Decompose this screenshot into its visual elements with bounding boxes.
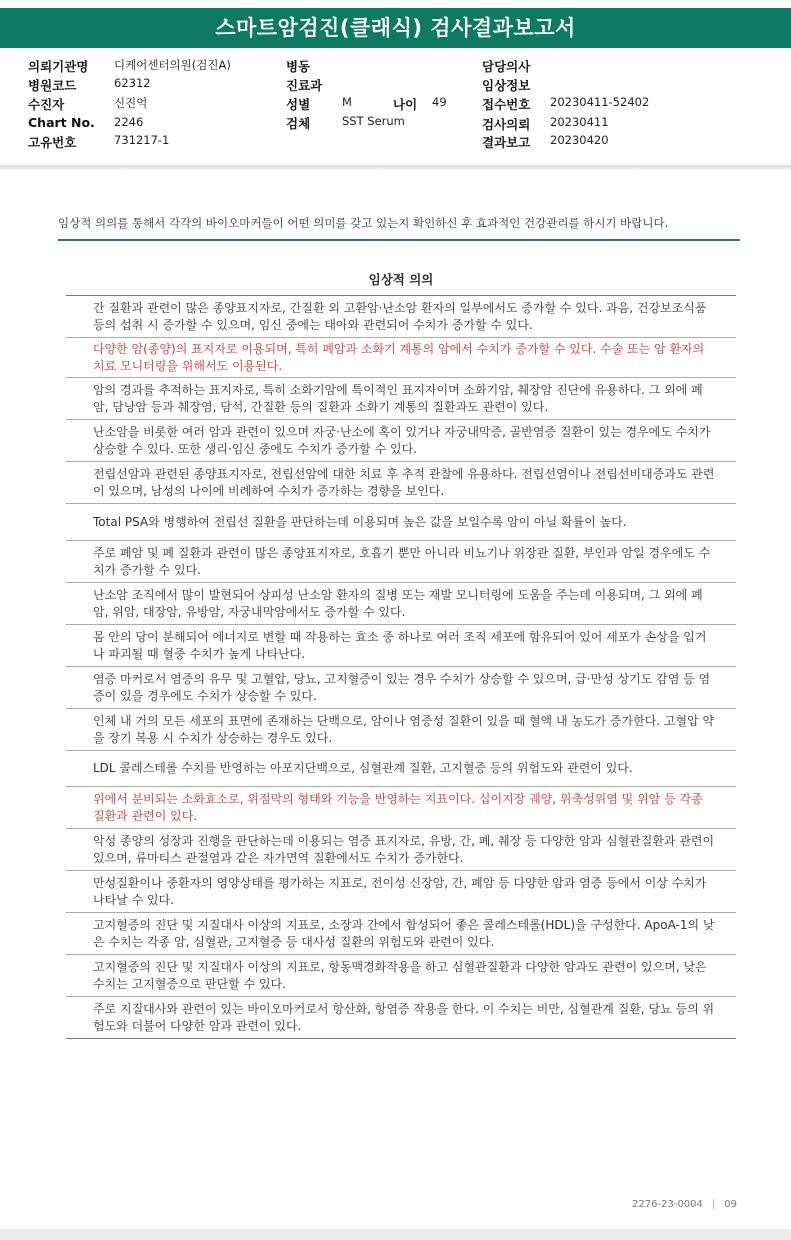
significance-row: 난소암 조직에서 많이 발현되어 상피성 난소암 환자의 질병 또는 재발 모니터링에 도움을 주는데 이용되며, 그 외에 폐암, 위암, 대장암, 유방암, 자궁내막암에서도 증가할 수 있다. bbox=[66, 583, 736, 625]
dept-label: 진료과 bbox=[286, 78, 323, 93]
institution-label: 의뢰기관명 bbox=[28, 59, 89, 74]
header-divider bbox=[0, 165, 791, 171]
intro-underline bbox=[58, 239, 740, 241]
page-footer bbox=[632, 1199, 737, 1210]
specimen-label: 검체 bbox=[286, 116, 311, 131]
institution-value: 디케어센터의원(검진A) bbox=[114, 58, 231, 72]
patient-info-block bbox=[0, 55, 791, 165]
significance-row: 만성질환이나 중환자의 영양상태를 평가하는 지표로, 전이성 신장암, 간, 폐암 등 다양한 암과 염증 등에서 이상 수치가 나타날 수 있다. bbox=[66, 871, 736, 913]
significance-row: 인체 내 거의 모든 세포의 표면에 존재하는 단백으로, 암이나 염증성 질환이 있을 때 혈액 내 농도가 증가한다. 고혈압 약을 장기 복용 시 수치가 상승하는 경우도 있다. bbox=[66, 709, 736, 751]
hospital-code-label: 병원코드 bbox=[28, 78, 77, 93]
report-date-label: 결과보고 bbox=[482, 135, 531, 150]
footer-separator: | bbox=[711, 1199, 716, 1210]
significance-row: 다양한 암(종양)의 표지자로 이용되며, 특히 폐암과 소화기 계통의 암에서 수치가 증가할 수 있다. 수술 또는 암 환자의 치료 모니터링을 위해서도 이용된다. bbox=[66, 338, 736, 378]
examinee-value: 신진억 bbox=[114, 96, 148, 110]
report-date-value: 20230420 bbox=[550, 133, 609, 147]
significance-row: 위에서 분비되는 소화효소로, 위점막의 형태와 기능을 반영하는 지표이다. 십이지장 궤양, 위축성위염 및 위암 등 각종 질환과 관련이 있다. bbox=[66, 787, 736, 829]
significance-row: 간 질환과 관련이 많은 종양표지자로, 간질환 외 고환암·난소암 환자의 일부에서도 증가할 수 있다. 과음, 건강보조식품 등의 섭취 시 증가할 수 있으며, 임신 중에는 태아와 관련되어 수치가 증가할 수 있다. bbox=[66, 296, 736, 338]
document-number: 2276-23-0004 bbox=[632, 1199, 703, 1210]
chart-no-value: 2246 bbox=[114, 115, 144, 129]
request-date-label: 검사의뢰 bbox=[482, 117, 531, 132]
unique-no-value: 731217-1 bbox=[114, 133, 170, 147]
significance-row: 몸 안의 당이 분해되어 에너지로 변할 때 작용하는 효소 중 하나로 여러 조직 세포에 함유되어 있어 세포가 손상을 입거나 파괴될 때 혈중 수치가 높게 나타난다. bbox=[66, 625, 736, 667]
significance-row: 고지혈증의 진단 및 지질대사 이상의 지표로, 소장과 간에서 합성되어 좋은 콜레스테롤(HDL)을 구성한다. ApoA-1의 낮은 수치는 각종 암, 심혈관, 고지혈증 등 대사성 질환의 위험도와 관련이 있다. bbox=[66, 913, 736, 955]
significance-row: 고지혈증의 진단 및 지질대사 이상의 지표로, 항동맥경화작용을 하고 심혈관질환과 다양한 암과도 관련이 있으며, 낮은 수치는 고지혈증으로 판단할 수 있다. bbox=[66, 955, 736, 997]
receipt-no-value: 20230411-52402 bbox=[550, 95, 650, 109]
bottom-band bbox=[0, 1229, 791, 1240]
significance-row: LDL 콜레스테롤 수치를 반영하는 아포지단백으로, 심혈관계 질환, 고지혈증 등의 위험도와 관련이 있다. bbox=[66, 751, 736, 787]
unique-no-label: 고유번호 bbox=[28, 135, 77, 150]
hospital-code-value: 62312 bbox=[114, 76, 151, 90]
significance-row: 주로 폐암 및 폐 질환과 관련이 많은 종양표지자로, 호흡기 뿐만 아니라 비뇨기나 위장관 질환, 부인과 암일 경우에도 수치가 증가할 수 있다. bbox=[66, 541, 736, 583]
examinee-label: 수진자 bbox=[28, 97, 65, 112]
doctor-label: 담당의사 bbox=[482, 59, 531, 74]
significance-row: 주로 지질대사와 관련이 있는 바이오마커로서 항산화, 항염증 작용을 한다. 이 수치는 비만, 심혈관계 질환, 당뇨 등의 위험도와 더불어 다양한 암과 관련이 있다. bbox=[66, 997, 736, 1039]
significance-row: Total PSA와 병행하여 전립선 질환을 판단하는데 이용되며 높은 값을 보일수록 암이 아닐 확률이 높다. bbox=[66, 504, 736, 541]
intro-text: 임상적 의의를 통해서 각각의 바이오마커들이 어떤 의미를 갖고 있는지 확인하신 후 효과적인 건강관리를 하시기 바랍니다. bbox=[58, 216, 669, 230]
significance-heading: 임상적 의의 bbox=[368, 272, 434, 287]
significance-row: 암의 경과를 추적하는 표지자로, 특히 소화기암에 특이적인 표지자이며 소화기암, 췌장암 진단에 유용하다. 그 외에 폐암, 담낭암 등과 췌장염, 담석, 간질환 등의 질환과 소화기 계통의 질환과도 관련이 있다. bbox=[66, 378, 736, 420]
sex-value: M bbox=[342, 95, 352, 109]
report-title: 스마트암검진(클래식) 검사결과보고서 bbox=[0, 8, 791, 48]
significance-row: 염증 마커로서 염증의 유무 및 고혈압, 당뇨, 고지혈증이 있는 경우 수치가 상승할 수 있으며, 급·만성 상기도 감염 등 염증이 있을 경우에도 수치가 상승할 수 있다. bbox=[66, 667, 736, 709]
clinical-info-label: 임상정보 bbox=[482, 78, 531, 93]
specimen-value: SST Serum bbox=[342, 114, 405, 128]
significance-row: 난소암을 비롯한 여러 암과 관련이 있으며 자궁·난소에 혹이 있거나 자궁내막증, 골반염증 질환이 있는 경우에도 수치가 상승할 수 있다. 또한 생리·임신 중에도 수치가 증가할 수 있다. bbox=[66, 420, 736, 462]
ward-label: 병동 bbox=[286, 59, 311, 74]
age-label: 나이 bbox=[393, 97, 418, 112]
chart-no-label: Chart No. bbox=[28, 115, 95, 130]
sex-label: 성별 bbox=[286, 97, 311, 112]
page-number: 09 bbox=[724, 1199, 737, 1210]
request-date-value: 20230411 bbox=[550, 115, 609, 129]
significance-table bbox=[66, 295, 736, 1039]
receipt-no-label: 접수번호 bbox=[482, 97, 531, 112]
age-value: 49 bbox=[432, 95, 447, 109]
significance-row: 전립선암과 관련된 종양표지자로, 전립선암에 대한 치료 후 추적 관찰에 유용하다. 전립선염이나 전립선비대증과도 관련이 있으며, 남성의 나이에 비례하여 수치가 증가하는 경향을 보인다. bbox=[66, 462, 736, 504]
significance-row: 악성 종양의 성장과 진행을 판단하는데 이용되는 염증 표지자로, 유방, 간, 폐, 췌장 등 다양한 암과 심혈관질환과 관련이 있으며, 류마티스 관절염과 같은 자가면역 질환에서도 수치가 증가한다. bbox=[66, 829, 736, 871]
